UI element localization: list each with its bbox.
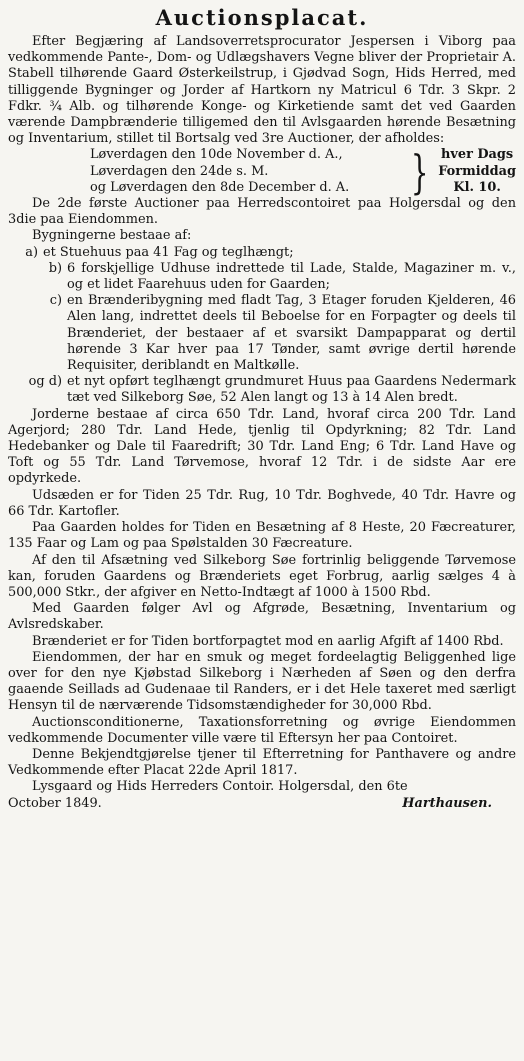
notice-paragraph: Denne Bekjendtgjørelse tjener til Efterretning for Panthavere og andre Vedkommende efter Placat 22de April 1817. xyxy=(8,746,516,779)
document-title: Auctionsplacat. xyxy=(155,5,369,30)
signature-name: Harthausen. xyxy=(402,795,492,811)
auction-time-3: Kl. 10. xyxy=(453,179,501,195)
sowing-paragraph: Udsæden er for Tiden 25 Tdr. Rug, 10 Tdr. Boghvede, 40 Tdr. Havre og 66 Tdr. Kartofler. xyxy=(8,487,516,519)
auction-date-1: Løverdagen den 10de November d. A., xyxy=(90,147,343,163)
auction-time-2: Formiddag xyxy=(438,163,516,179)
building-item xyxy=(8,245,516,261)
livestock-paragraph: Paa Gaarden holdes for Tiden en Besætning af 8 Heste, 20 Fæcreaturer, 135 Faar og Lam og paa Spølstalden 30 Fæcreature. xyxy=(8,520,516,552)
signature-line xyxy=(8,796,516,812)
auction-date-2: Løverdagen den 24de s. M. xyxy=(90,163,269,179)
included-paragraph: Med Gaarden følger Avl og Afgrøde, Besætning, Inventarium og Avlsredskaber. xyxy=(8,601,516,633)
building-item-text: et nyt opført teglhængt grundmuret Huus paa Gaardens Nedermark tæt ved Silkeborg Søe, 52 Alen langt og 13 à 14 Alen bredt. xyxy=(67,374,516,406)
property-paragraph: Eiendommen, der har en smuk og meget fordeelagtig Beliggenhed lige over for den nye Kjøbstad Silkeborg i Nærheden af Søen og den derfra gaaende Seillads ad Gudenaae til Randers, er i det Hele taxeret med særligt Hensyn til de nærværende Tidsomstændigheder for 30,000 Rbd. xyxy=(8,649,516,714)
auction-date-3: og Løverdagen den 8de December d. A. xyxy=(90,179,350,195)
building-item-text: en Brænderibygning med fladt Tag, 3 Etager foruden Kjelderen, 46 Alen lang, indrettet deels til Beboelse for en Forpagter og deels til Brænderiet, der bestaaer af et svarsikt Dampapparat og dertil hørende 3 Kar hver paa 17 Tønder, samt øvrige dertil hørende Requisiter, deriblandt en Maltkølle. xyxy=(67,293,516,374)
peat-paragraph: Af den til Afsætning ved Silkeborg Søe fortrinlig beliggende Tørvemose kan, foruden Gaardens og Brænderiets eget Forbrug, aarlig sælges 4 à 500,000 Stkr., der afgiver en Netto-Indtægt af 1000 à 1500 Rbd. xyxy=(8,552,516,600)
auction-time xyxy=(438,147,516,196)
auction-dates xyxy=(90,144,516,199)
building-item-text: 6 forskjellige Udhuse indrettede til Lade, Stalde, Magaziner m. v., og et lidet Faarehuus uden for Gaarden; xyxy=(67,260,516,293)
building-item xyxy=(8,293,516,374)
auction-time-1: hver Dags xyxy=(441,147,514,163)
building-item xyxy=(8,374,516,406)
signature-date: October 1849. xyxy=(8,795,102,811)
building-item-text: et Stuehuus paa 41 Fag og teglhængt; xyxy=(43,244,294,260)
buildings-intro: Bygningerne bestaae af: xyxy=(32,228,192,244)
building-item-mark: og d) xyxy=(28,374,62,390)
distillery-paragraph: Brænderiet er for Tiden bortforpagtet mod en aarlig Afgift af 1400 Rbd. xyxy=(32,633,504,649)
brace-symbol: } xyxy=(410,144,429,199)
building-item-mark: c) xyxy=(49,293,62,309)
office-line: Lysgaard og Hids Herreders Contoir. Holgersdal, den 6te xyxy=(32,779,408,795)
building-item-mark: b) xyxy=(48,260,62,276)
building-item xyxy=(8,261,516,293)
auction-date-lines xyxy=(90,147,401,196)
auction-place-paragraph: De 2de første Auctioner paa Herredscontoiret paa Holgersdal og den 3die paa Eiendommen. xyxy=(8,196,516,228)
intro-paragraph: Efter Begjæring af Landsoverretsprocurator Jespersen i Viborg paa vedkommende Pante-, Dom- og Udlægshavers Vegne bliver der Proprietair A. Stabell tilhørende Gaard Østerkeilstrup, i Gjødvad Sogn, Hids Herred, med tilliggende Bygninger og Jorder af Hartkorn ny Matricul 6 Tdr. 3 Skpr. 2 Fdkr. ¾ Alb. og tilhørende Konge- og Kirketiende samt det ved Gaarden værende Dampbrænderie tilligemed den til Avlsgaarden hørende Besætning og Inventarium, stillet til Bortsalg ved 3re Auctioner, der afholdes: xyxy=(8,34,516,147)
land-paragraph: Jorderne bestaae af circa 650 Tdr. Land, hvoraf circa 200 Tdr. Land Agerjord; 280 Tdr. Land Hede, tjenlig til Opdyrkning; 82 Tdr. Land Hedebanker og Dale til Faaredrift; 30 Tdr. Land Eng; 6 Tdr. Land Have og Toft og 55 Tdr. Land Tørvemose, hvoraf 12 Tdr. i de sidste Aar ere opdyrkede. xyxy=(8,406,516,487)
building-item-mark: a) xyxy=(25,244,38,260)
conditions-paragraph: Auctionsconditionerne, Taxationsforretning og øvrige Eiendommen vedkommende Documenter ville være til Eftersyn her paa Contoiret. xyxy=(8,714,516,746)
